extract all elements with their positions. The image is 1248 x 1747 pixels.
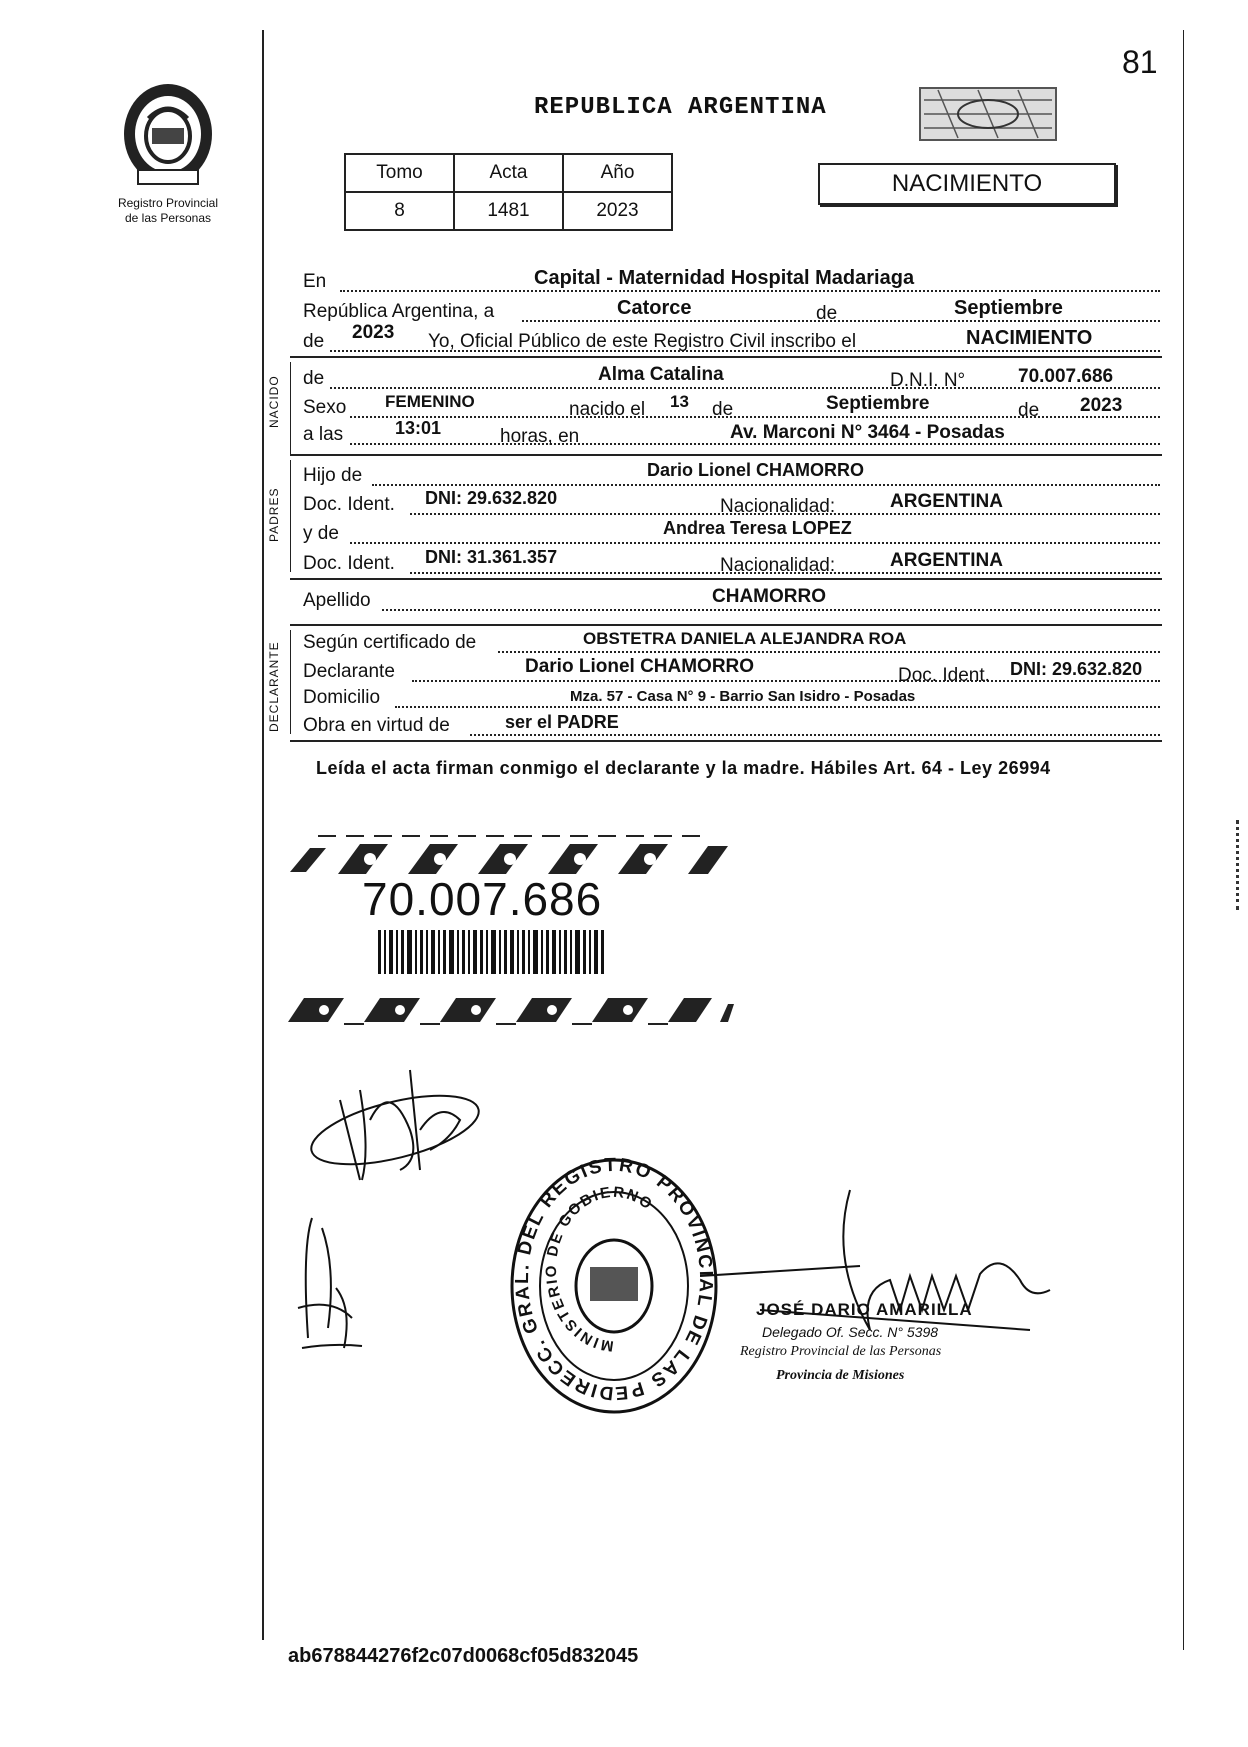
- padres-bar: [290, 460, 291, 572]
- mother-signature: [292, 1208, 372, 1358]
- page-number: 81: [1122, 44, 1158, 80]
- value-padre-doc: DNI: 29.632.820: [425, 488, 558, 508]
- closing-text: Leída el acta firman conmigo el declarante y la madre. Hábiles Art. 64 - Ley 26994: [316, 758, 1051, 778]
- dots-madre: [350, 542, 1160, 544]
- dots-padre: [372, 484, 1160, 486]
- official-line2: Registro Provincial de las Personas: [740, 1344, 942, 1359]
- label-de-anio: de: [303, 331, 325, 352]
- section-padres: PADRES: [267, 487, 281, 542]
- logo-caption-line2: de las Personas: [124, 211, 212, 225]
- tomo-value: 8: [345, 192, 454, 230]
- value-apellido: CHAMORRO: [712, 586, 826, 607]
- label-doc-declarante: Doc. Ident.: [898, 665, 990, 686]
- value-padre-nac: ARGENTINA: [890, 491, 1003, 512]
- section-nacido: NACIDO: [267, 375, 281, 428]
- label-a-las: a las: [303, 424, 344, 445]
- label-nacido-el: nacido el: [569, 399, 646, 420]
- seal-outer-text: DIRECC. GRAL. DEL REGISTRO PROVINCIAL DE LAS PE: [511, 1155, 717, 1404]
- value-padre: Dario Lionel CHAMORRO: [647, 460, 865, 480]
- tomo-header: Tomo: [345, 154, 454, 192]
- value-anio-nac: 2023: [1080, 395, 1123, 416]
- dots-segun: [498, 651, 1160, 653]
- label-nac-madre: Nacionalidad:: [720, 555, 836, 576]
- security-pattern-bottom: [288, 992, 738, 1026]
- value-mes-letras: Septiembre: [954, 297, 1063, 319]
- acta-value: 1481: [454, 192, 563, 230]
- label-domicilio: Domicilio: [303, 687, 381, 708]
- dots-obra: [470, 734, 1160, 736]
- official-name: JOSÉ DARIO AMARILLA: [756, 1300, 973, 1319]
- value-declarante: Dario Lionel CHAMORRO: [525, 656, 755, 677]
- label-de-anio-nac: de: [1018, 400, 1040, 421]
- barcode: [378, 930, 604, 974]
- value-anio: 2023: [352, 322, 395, 343]
- rule-3: [290, 578, 1162, 580]
- dots-declarante: [412, 680, 1160, 682]
- barcode-number: 70.007.686: [362, 873, 603, 925]
- declarant-signature: [300, 1060, 490, 1200]
- scan-mark: [1236, 820, 1242, 910]
- value-obra: ser el PADRE: [505, 712, 619, 732]
- label-nac-padre: Nacionalidad:: [720, 496, 836, 517]
- province-logo: [118, 78, 218, 190]
- label-de-mes: de: [816, 303, 838, 324]
- label-yo: Yo, Oficial Público de este Registro Civil inscribo el: [428, 331, 857, 352]
- reference-table: [344, 153, 673, 231]
- label-hijo-de: Hijo de: [303, 465, 363, 486]
- official-seal: [508, 1155, 720, 1417]
- label-horas-en: horas, en: [500, 426, 580, 447]
- value-dni: 70.007.686: [1018, 366, 1114, 387]
- dots-domicilio: [395, 706, 1160, 708]
- official-line1: Delegado Of. Secc. N° 5398: [762, 1324, 939, 1340]
- page-title: REPUBLICA ARGENTINA: [534, 94, 827, 121]
- value-dia: 13: [670, 392, 689, 411]
- right-margin-line: [1183, 30, 1184, 1650]
- label-de-dia: de: [712, 399, 734, 420]
- document-hash: ab678844276f2c07d0068cf05d832045: [288, 1645, 639, 1667]
- value-mes: Septiembre: [826, 393, 930, 414]
- value-acto: NACIMIENTO: [966, 327, 1093, 349]
- label-doc-padre: Doc. Ident.: [303, 494, 395, 515]
- left-margin-line: [262, 30, 264, 1640]
- value-hora: 13:01: [395, 418, 442, 438]
- label-en: En: [303, 271, 327, 292]
- label-segun: Según certificado de: [303, 632, 477, 653]
- rule-4: [290, 624, 1162, 626]
- label-doc-madre: Doc. Ident.: [303, 553, 395, 574]
- label-apellido: Apellido: [303, 590, 371, 611]
- acta-header: Acta: [454, 154, 563, 192]
- label-obra: Obra en virtud de: [303, 715, 450, 736]
- dots-en: [340, 290, 1160, 292]
- doc-type: NACIMIENTO: [891, 170, 1043, 197]
- seal-inner-text: MINISTERIO DE GOBIERNO: [542, 1183, 657, 1355]
- value-dia-letras: Catorce: [617, 297, 692, 319]
- official-line3: Provincia de Misiones: [776, 1368, 905, 1383]
- value-certificado: OBSTETRA DANIELA ALEJANDRA ROA: [583, 629, 907, 648]
- section-declarante: DECLARANTE: [267, 641, 281, 732]
- anio-value: 2023: [563, 192, 672, 230]
- label-republica: República Argentina, a: [303, 301, 495, 322]
- value-madre-nac: ARGENTINA: [890, 550, 1003, 571]
- rule-5: [290, 740, 1162, 742]
- dots-republica: [522, 320, 1160, 322]
- label-sexo: Sexo: [303, 397, 347, 418]
- logo-caption-line1: Registro Provincial: [117, 196, 219, 210]
- value-declarante-doc: DNI: 29.632.820: [1010, 659, 1143, 679]
- value-domicilio: Mza. 57 - Casa N° 9 - Barrio San Isidro - Posadas: [570, 688, 916, 705]
- value-madre-doc: DNI: 31.361.357: [425, 547, 558, 567]
- label-dni: D.N.I. N°: [890, 370, 966, 391]
- security-hologram: [918, 86, 1058, 142]
- label-declarante: Declarante: [303, 661, 395, 682]
- value-direccion-nac: Av. Marconi N° 3464 - Posadas: [730, 422, 1005, 443]
- label-y-de: y de: [303, 523, 339, 544]
- rule-2: [290, 454, 1162, 456]
- value-sexo: FEMENINO: [385, 392, 475, 411]
- nacido-bar: [290, 362, 291, 454]
- declarante-bar: [290, 630, 291, 734]
- value-madre: Andrea Teresa LOPEZ: [663, 518, 852, 538]
- anio-header: Año: [563, 154, 672, 192]
- label-de-name: de: [303, 368, 325, 389]
- doc-type-box: [818, 163, 1116, 205]
- dots-apellido: [382, 609, 1160, 611]
- value-nombre: Alma Catalina: [598, 364, 724, 385]
- rule-1: [290, 356, 1162, 358]
- value-lugar: Capital - Maternidad Hospital Madariaga: [534, 267, 915, 289]
